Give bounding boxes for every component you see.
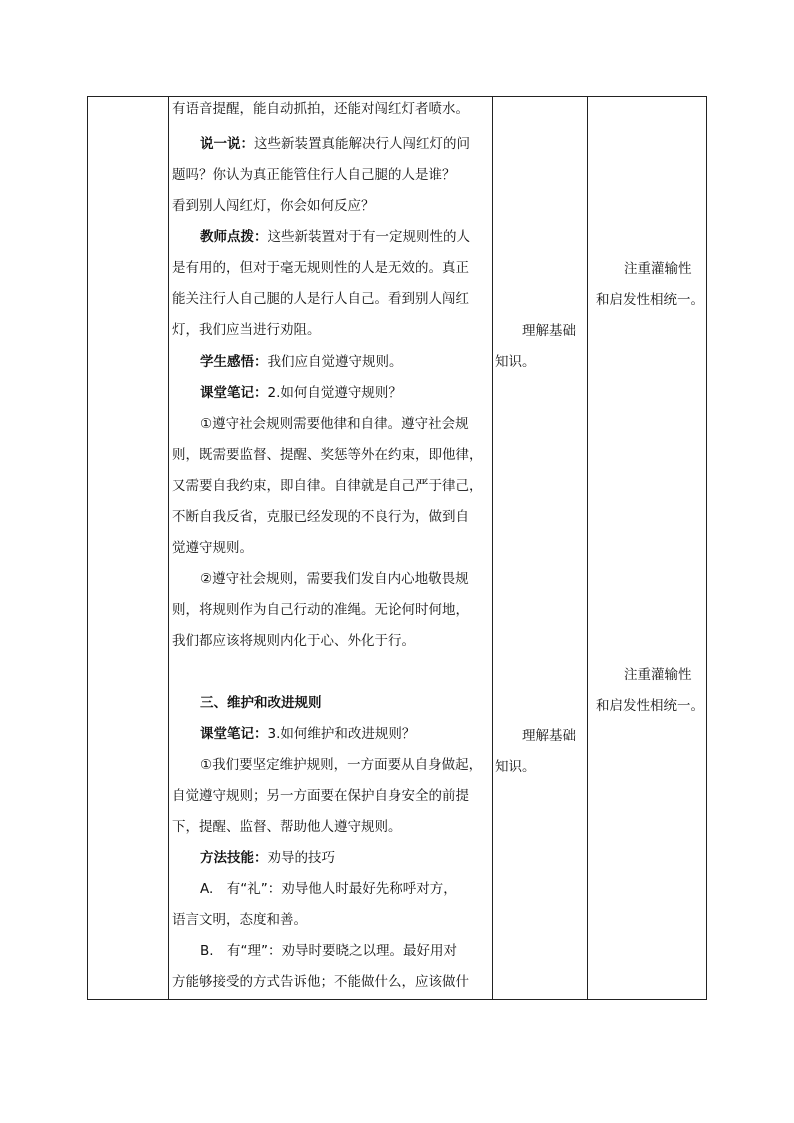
principle-2-line-1: 注重灌输性	[624, 667, 692, 683]
content-line: 又需要自我约束，即自律。自律就是自己严于律己，	[172, 478, 483, 494]
class-note-label: 课堂笔记：	[200, 726, 268, 742]
content-line: 则，将规则作为自己行动的准绳。无论何时何地，	[172, 602, 469, 618]
content-line: B. 有“理”：劝导时要晓之以理。最好用对	[200, 943, 458, 959]
content-line: 不断自我反省，克服已经发现的不良行为，做到自	[172, 509, 469, 525]
design-intent-1-line-2: 知识。	[495, 354, 536, 370]
class-note-label: 课堂笔记：	[200, 385, 268, 401]
content-line: ①我们要坚定维护规则，一方面要从自身做起，	[200, 757, 483, 773]
principle-2-line-2: 和启发性相统一。	[596, 698, 704, 714]
say-label: 说一说：	[200, 136, 254, 152]
content-line: 有语音提醒，能自动抓拍，还能对闯红灯者喷水。	[172, 101, 469, 117]
say-paragraph: 说一说：这些新装置真能解决行人闯红灯的问	[200, 136, 470, 152]
teacher-guide-paragraph: 教师点拨：这些新装置对于有一定规则性的人	[200, 229, 470, 245]
column-divider-3	[587, 97, 588, 999]
content-line: 语言文明，态度和善。	[172, 912, 307, 928]
content-line: 我们都应该将规则内化于心、外化于行。	[172, 633, 415, 649]
principle-1-line-1: 注重灌输性	[624, 261, 692, 277]
student-insight-label: 学生感悟：	[200, 354, 268, 370]
class-note-2: 课堂笔记：2.如何自觉遵守规则？	[200, 385, 402, 401]
student-insight: 学生感悟：我们应自觉遵守规则。	[200, 354, 403, 370]
content-line: ①遵守社会规则需要他律和自律。遵守社会规	[200, 416, 469, 432]
content-line: 是有用的，但对于毫无规则性的人是无效的。真正	[172, 260, 469, 276]
content-line: 则，既需要监督、提醒、奖惩等外在约束，即他律，	[172, 447, 483, 463]
content-line: 自觉遵守规则；另一方面要在保护自身安全的前提	[172, 788, 469, 804]
content-line: 灯，我们应当进行劝阻。	[172, 322, 321, 338]
column-divider-2	[492, 97, 493, 999]
content-line: 能关注行人自己腿的人是行人自己。看到别人闯红	[172, 291, 469, 307]
method-skill: 方法技能：劝导的技巧	[200, 850, 335, 866]
content-line: 觉遵守规则。	[172, 540, 253, 556]
content-line: 题吗？你认为真正能管住行人自己腿的人是谁？	[172, 167, 456, 183]
teacher-guide-label: 教师点拨：	[200, 229, 268, 245]
content-line: 看到别人闯红灯，你会如何反应？	[172, 198, 375, 214]
column-divider-1	[168, 97, 169, 999]
content-line: 下，提醒、监督、帮助他人遵守规则。	[172, 819, 402, 835]
section-heading: 三、维护和改进规则	[200, 695, 322, 711]
content-line: A. 有“礼”：劝导他人时最好先称呼对方，	[200, 881, 457, 897]
content-line: ②遵守社会规则，需要我们发自内心地敬畏规	[200, 571, 469, 587]
method-skill-label: 方法技能：	[200, 850, 268, 866]
principle-1-line-2: 和启发性相统一。	[596, 292, 704, 308]
content-line: 方能够接受的方式告诉他；不能做什么，应该做什	[172, 974, 469, 990]
design-intent-2-line-2: 知识。	[495, 759, 536, 775]
design-intent-1-line-1: 理解基础	[522, 323, 576, 339]
class-note-3: 课堂笔记：3.如何维护和改进规则？	[200, 726, 416, 742]
design-intent-2-line-1: 理解基础	[522, 728, 576, 744]
